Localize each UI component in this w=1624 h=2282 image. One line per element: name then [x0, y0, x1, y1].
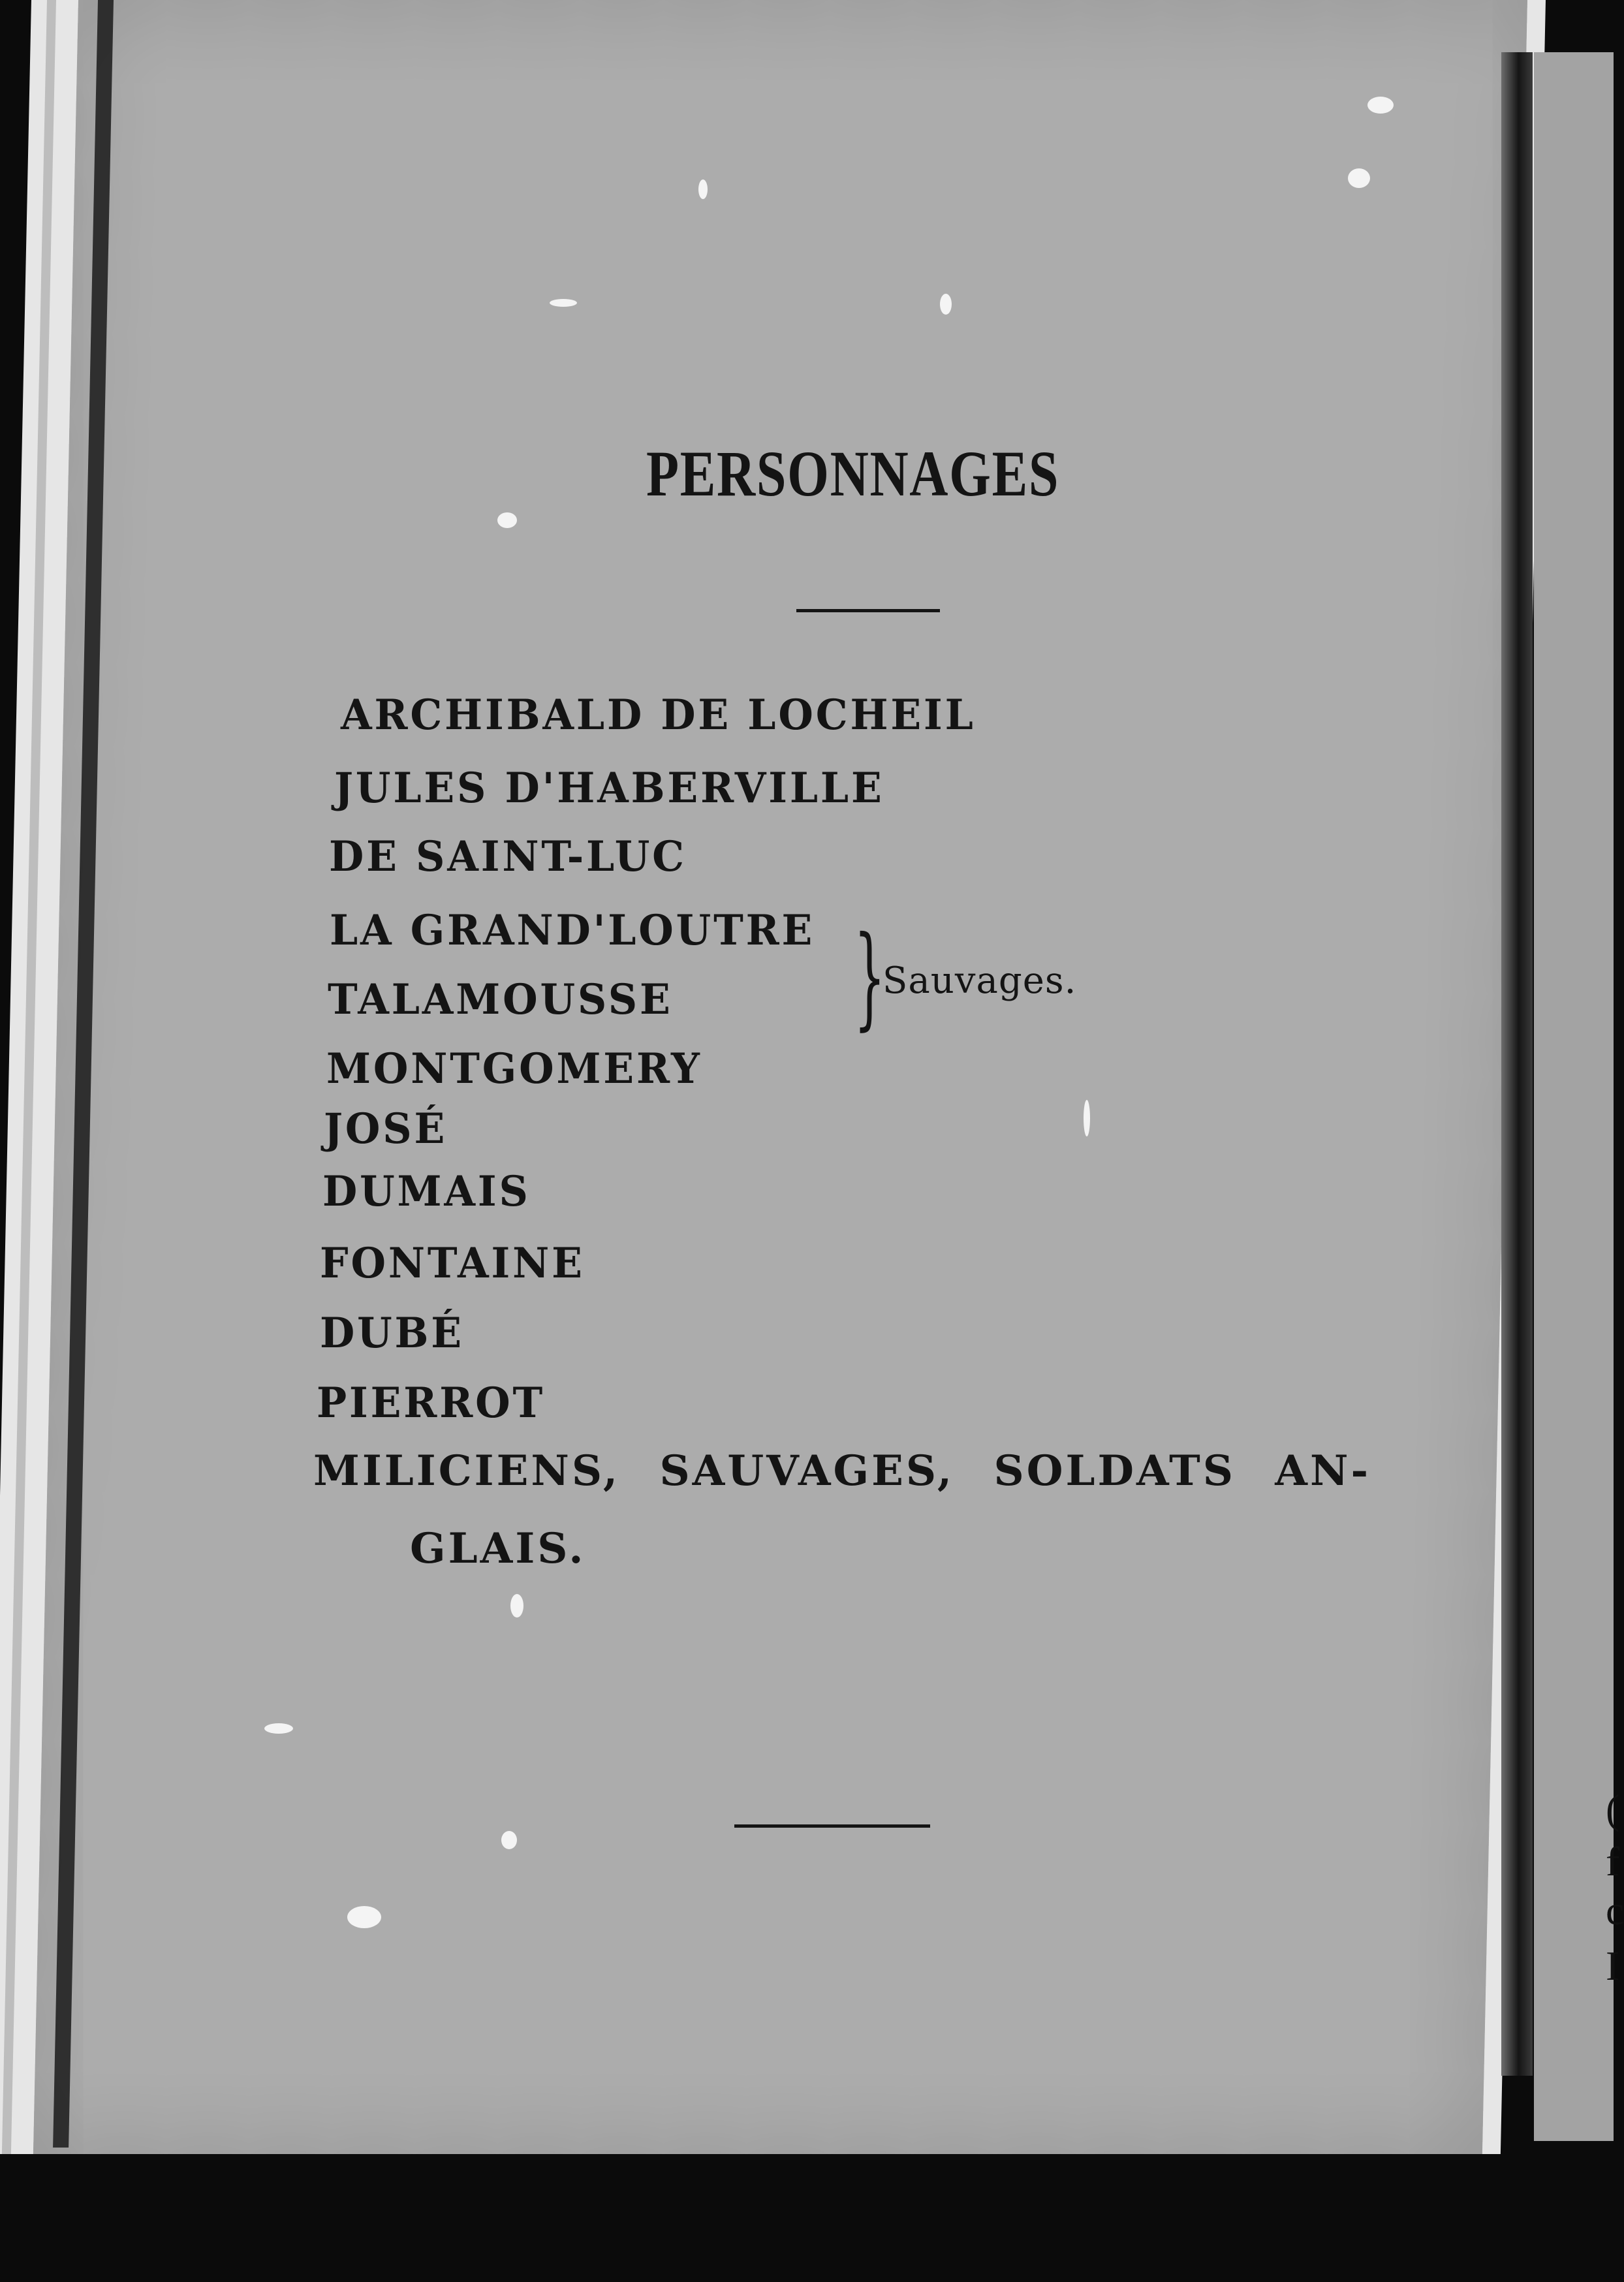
closing-word: MILICIENS, — [313, 1446, 621, 1495]
title-rule — [796, 609, 940, 612]
character-name: JOSÉ — [324, 1104, 448, 1153]
character-name: DUMAIS — [322, 1167, 531, 1216]
closing-line — [313, 1446, 1371, 1495]
closing-line-continued: GLAIS. — [410, 1524, 586, 1573]
paper-speck — [1367, 97, 1394, 114]
character-name: DUBÉ — [320, 1309, 464, 1358]
character-name: JULES D'HABERVILLE — [334, 764, 884, 813]
paper-speck — [550, 299, 577, 307]
closing-word: SAUVAGES, — [659, 1446, 955, 1495]
group-note: Sauvages. — [882, 960, 1077, 1002]
character-name: PIERROT — [317, 1379, 546, 1428]
end-rule — [734, 1824, 930, 1828]
paper-speck — [501, 1831, 517, 1849]
paper-speck — [497, 512, 517, 528]
paper-speck — [510, 1594, 523, 1618]
paper-speck — [264, 1723, 293, 1734]
adjacent-page-edge: ( f c I — [1534, 52, 1614, 2141]
paper-speck — [698, 180, 708, 199]
character-name: LA GRAND'LOUTRE — [330, 906, 815, 955]
page-title: PERSONNAGES — [646, 437, 1060, 510]
paper-speck — [347, 1906, 381, 1928]
paper-speck — [1084, 1100, 1090, 1136]
grouping-brace: } — [854, 913, 886, 1042]
character-name: FONTAINE — [320, 1239, 585, 1288]
closing-word: SOLDATS — [993, 1446, 1236, 1495]
character-name: DE SAINT-LUC — [329, 832, 687, 881]
paper-speck — [1348, 168, 1370, 188]
character-name: MONTGOMERY — [326, 1044, 702, 1093]
character-name: TALAMOUSSE — [328, 975, 673, 1024]
character-name: ARCHIBALD DE LOCHEIL — [341, 691, 976, 740]
closing-word: AN- — [1275, 1446, 1371, 1495]
paper-speck — [940, 294, 952, 315]
